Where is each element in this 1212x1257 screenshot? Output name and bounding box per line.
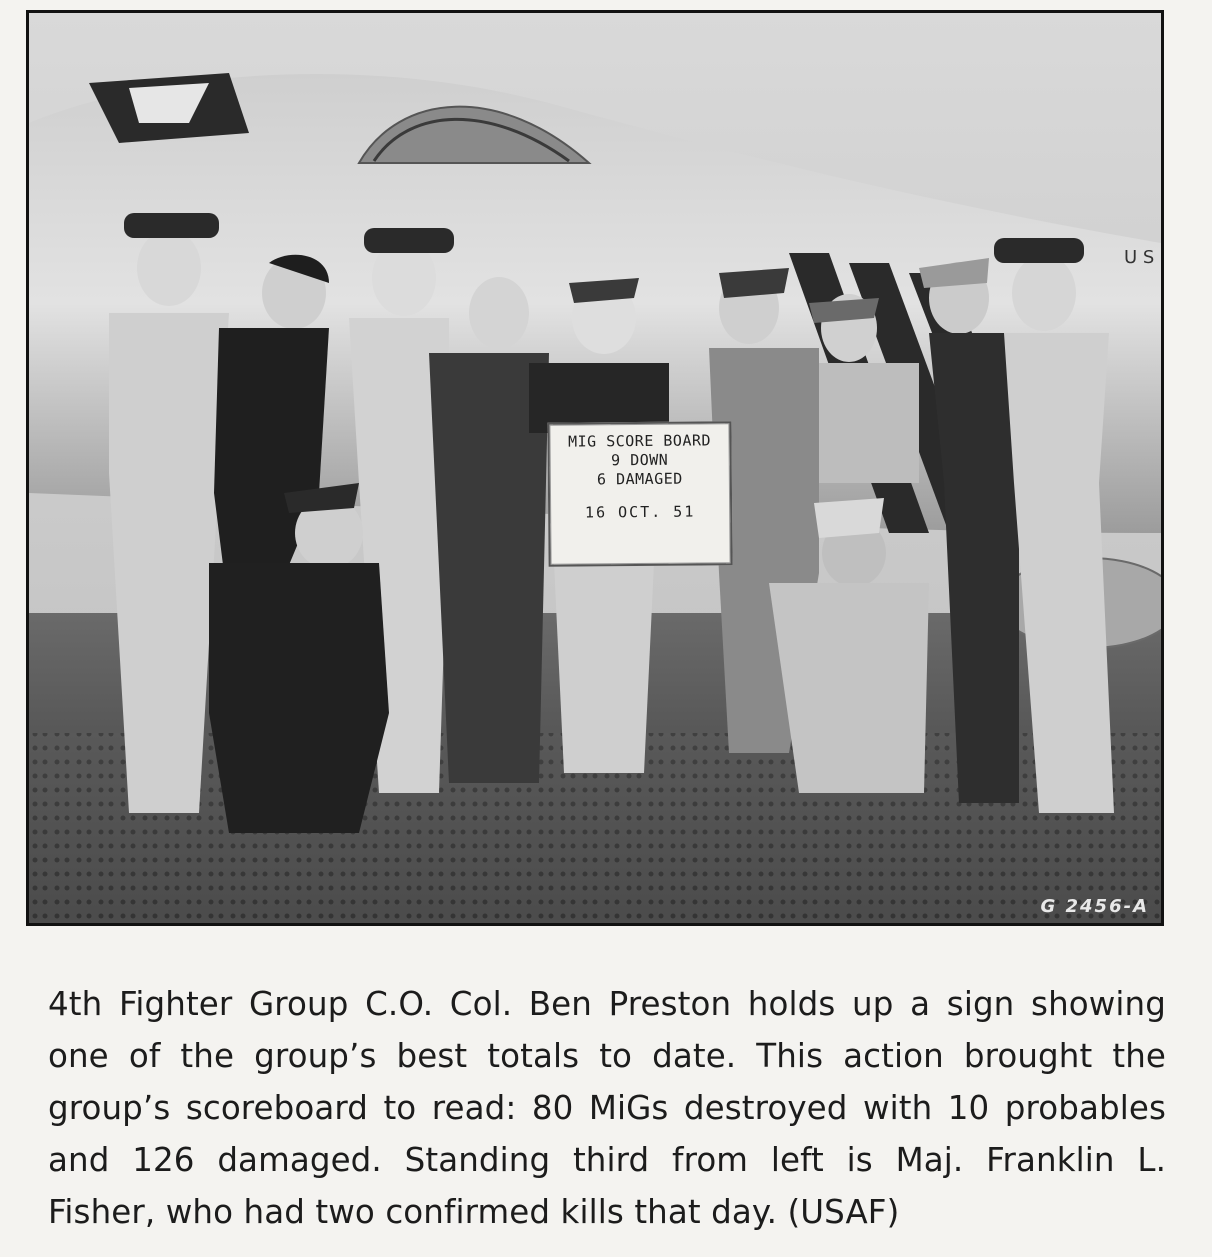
- mig-score-board-sign: [547, 421, 732, 567]
- caption-line: one of the group’s best totals to date. This action brought the: [48, 1037, 1166, 1075]
- photograph: [26, 10, 1164, 926]
- sign-down-count: 9 DOWN: [611, 450, 669, 470]
- caption-line: Fisher, who had two confirmed kills that day. (USAF): [48, 1193, 900, 1231]
- caption-line: group’s scoreboard to read: 80 MiGs destroyed with 10 probables: [48, 1089, 1166, 1127]
- tail-marking: U S: [1124, 247, 1155, 268]
- sign-title: MIG SCORE BOARD: [567, 431, 712, 451]
- sign-date: 16 OCT. 51: [584, 502, 696, 522]
- photo-negative-number: G 2456-A: [1040, 896, 1149, 917]
- sign-damaged-count: 6 DAMAGED: [596, 469, 683, 489]
- caption-line: and 126 damaged. Standing third from left is Maj. Franklin L.: [48, 1141, 1166, 1179]
- caption-line: 4th Fighter Group C.O. Col. Ben Preston holds up a sign showing: [48, 985, 1166, 1023]
- photo-caption: [48, 978, 1166, 1238]
